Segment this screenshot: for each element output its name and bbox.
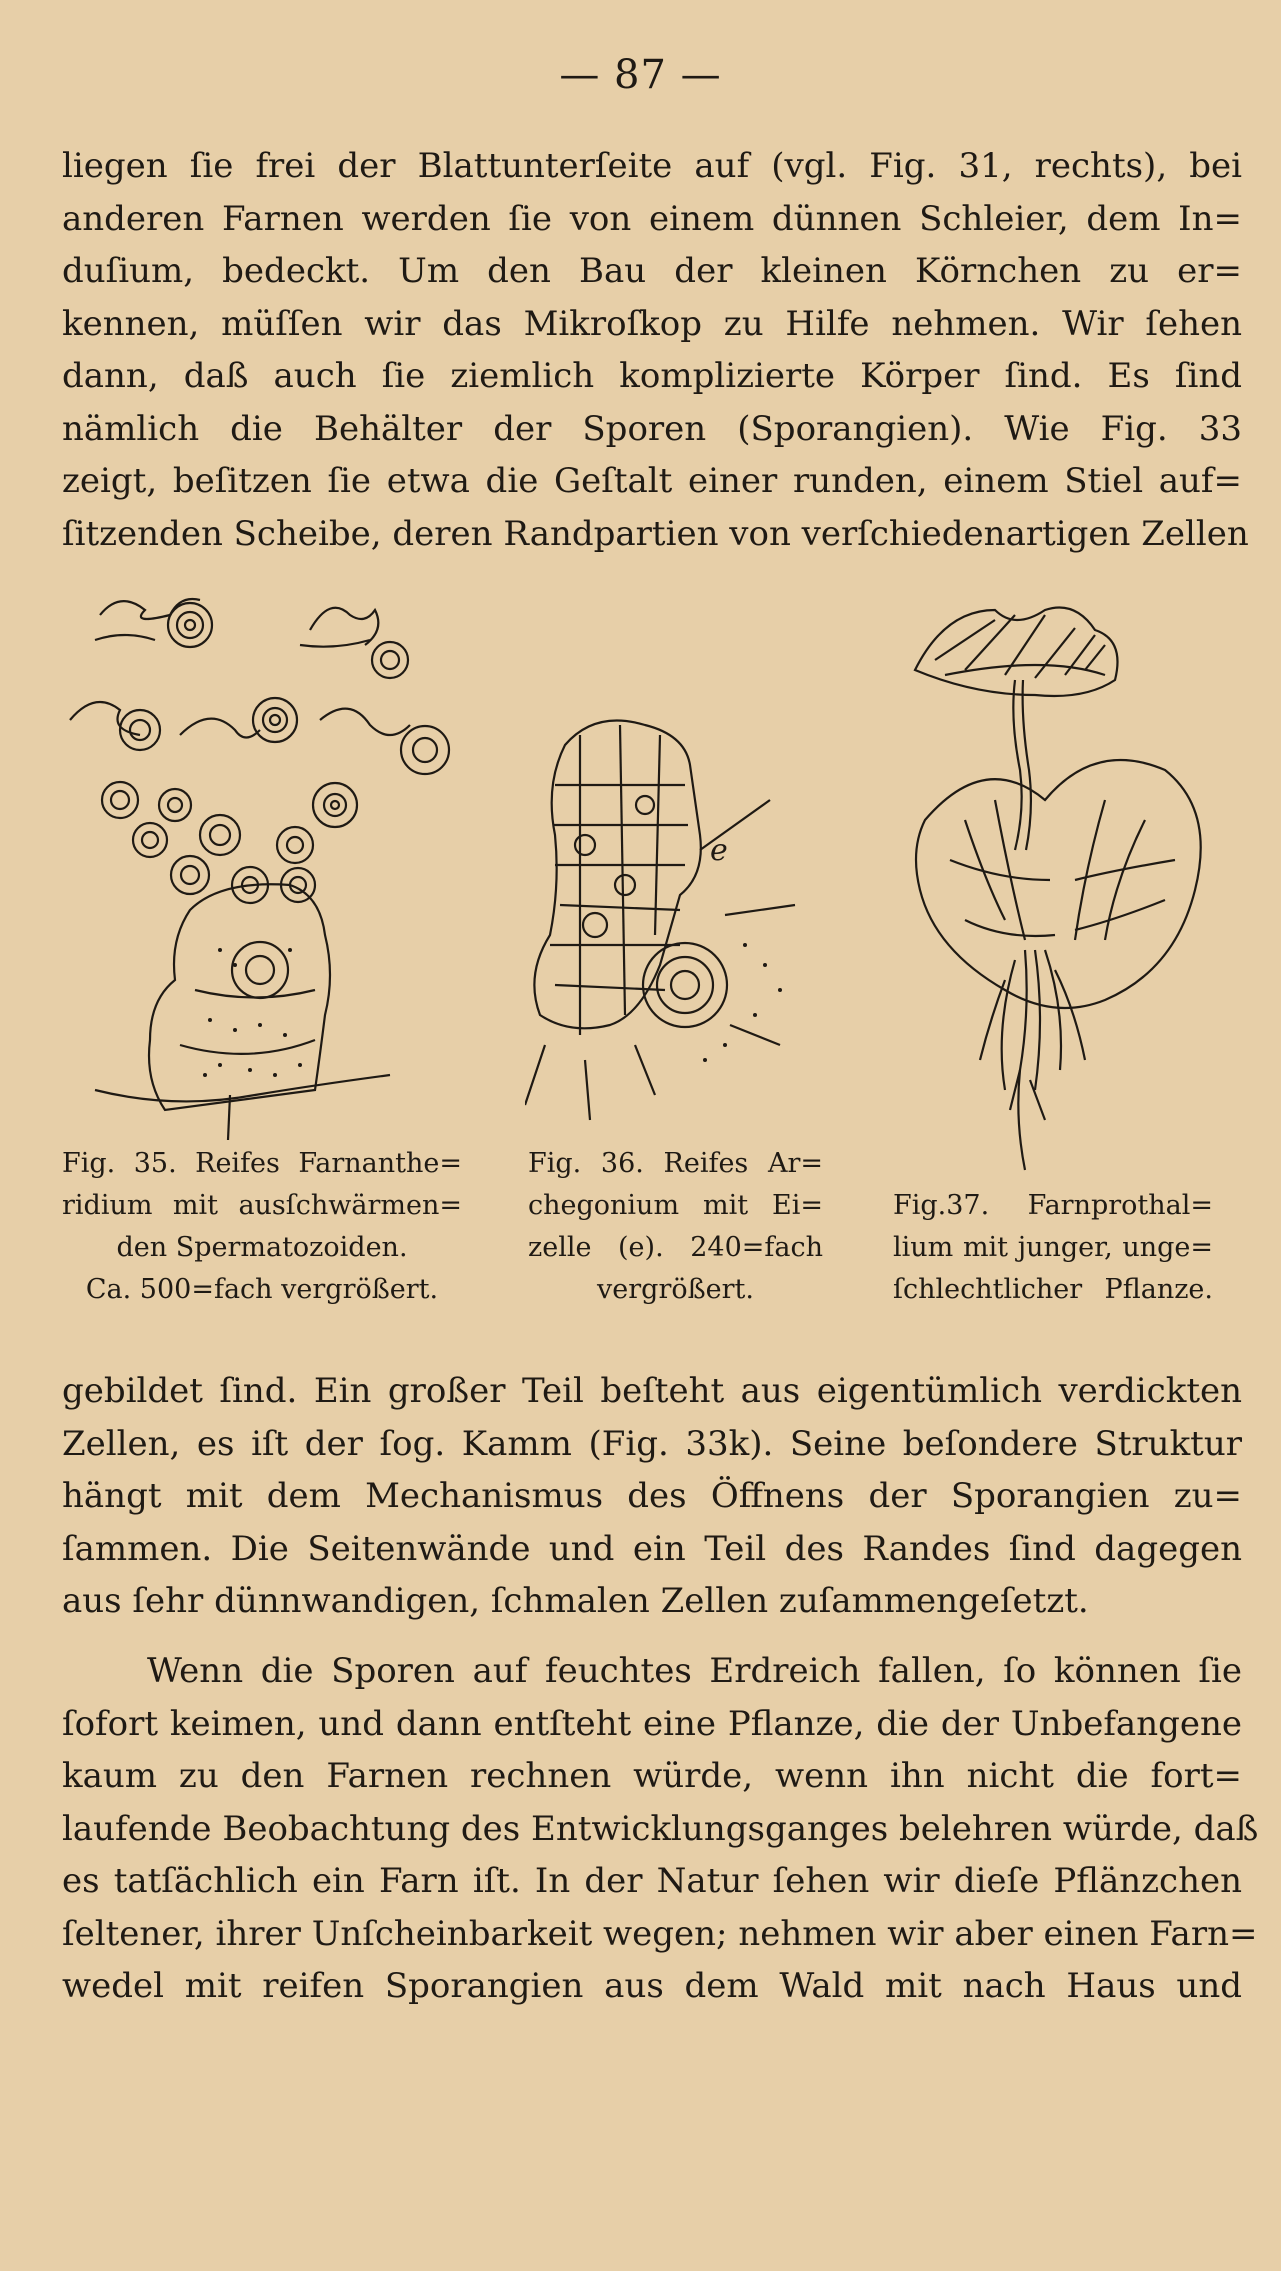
caption-line: Fig. 35. Reifes Farnanthe= [62,1148,462,1179]
text-line: ſitzenden Scheibe, deren Randpartien von verſchiedenartigen Zellen [62,513,1249,554]
caption-line: vergrößert. [597,1274,754,1305]
caption-line: ridium mit ausſchwärmen= [62,1190,462,1221]
text-line: kaum zu den Farnen rechnen würde, wenn ihn nicht die fort= [62,1756,1242,1796]
text-line: Zellen, es iſt der ſog. Kamm (Fig. 33k). Seine beſondere Struktur [62,1423,1242,1464]
text-line: wedel mit reifen Sporangien aus dem Wald mit nach Haus und [62,1966,1242,2006]
figure-37-caption [893,1185,1213,1311]
text-line: ſeltener, ihrer Unſcheinbarkeit wegen; nehmen wir aber einen Farn= [62,1913,1258,1954]
paragraph-top [62,140,1249,560]
caption-line: lium mit junger, unge= [893,1232,1213,1263]
paragraph-middle [62,1365,1242,1628]
text-line: nämlich die Behälter der Sporen (Sporangien). Wie Fig. 33 [62,408,1242,449]
text-line: es tatſächlich ein Farn iſt. In der Natur ſehen wir dieſe Pflänzchen [62,1861,1242,1901]
figure-36-caption [528,1143,823,1311]
caption-line: Ca. 500=fach vergrößert. [85,1274,439,1305]
text-line: gebildet ſind. Ein großer Teil beſteht aus eigentümlich verdickten [62,1371,1242,1411]
figure-36-label-e: e [710,833,728,868]
paragraph-bottom [62,1645,1259,2013]
figure-prothallium-illustration [905,600,1235,1180]
text-line: laufende Beobachtung des Entwicklungsganges belehren würde, daß [62,1808,1259,1849]
text-line: dann, daß auch ſie ziemlich komplizierte Körper ſind. Es ſind [62,356,1242,396]
text-line: kennen, müſſen wir das Mikroſkop zu Hilfe nehmen. Wir ſehen [62,303,1242,344]
page-number: — 87 — [559,52,722,98]
text-line: hängt mit dem Mechanismus des Öffnens der Sporangien zu= [62,1476,1242,1516]
figure-35-caption [62,1143,462,1311]
figure-antheridium-illustration [60,570,480,1150]
caption-line: den Spermatozoiden. [116,1232,408,1263]
caption-line: Fig. 36. Reifes Ar= [528,1148,823,1179]
text-line: duſium, bedeckt. Um den Bau der kleinen Körnchen zu er= [62,251,1242,291]
figure-archegonium-illustration [525,715,835,1135]
text-line: zeigt, beſitzen ſie etwa die Geſtalt einer runden, einem Stiel auf= [62,461,1242,501]
text-line: aus ſehr dünnwandigen, ſchmalen Zellen zuſammengeſetzt. [62,1581,1089,1621]
caption-line: ſchlechtlicher Pflanze. [893,1274,1213,1305]
caption-line: Fig.37. Farnprothal= [893,1190,1213,1221]
text-line: anderen Farnen werden ſie von einem dünnen Schleier, dem In= [62,198,1242,239]
text-line: ſammen. Die Seitenwände und ein Teil des Randes ſind dagegen [62,1528,1242,1569]
caption-line: chegonium mit Ei= [528,1190,823,1221]
text-line: ſofort keimen, und dann entſteht eine Pflanze, die der Unbefangene [62,1703,1242,1744]
caption-line: zelle (e). 240=fach [528,1232,823,1263]
text-line: liegen ſie frei der Blattunterſeite auf (vgl. Fig. 31, rechts), bei [62,146,1242,186]
text-line: Wenn die Sporen auf feuchtes Erdreich fallen, ſo können ſie [147,1651,1242,1691]
